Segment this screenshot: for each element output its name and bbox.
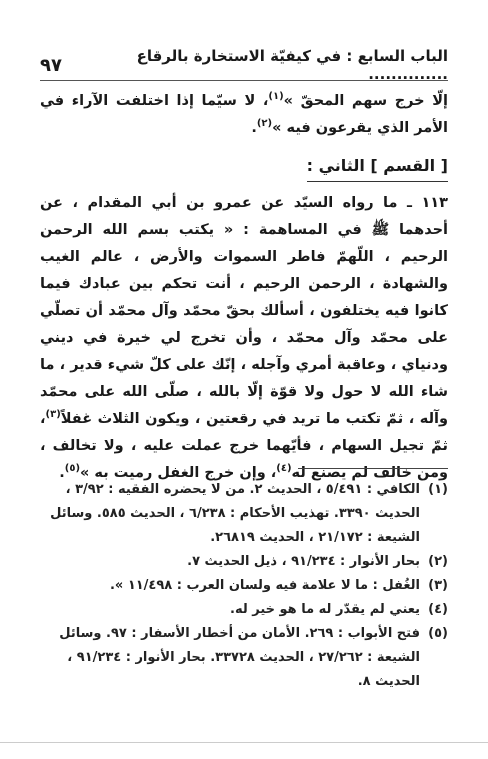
chapter-title: الباب السابع : في كيفيّة الاستخارة بالرقاع .............. (136, 47, 448, 83)
page-number: ٩٧ (40, 54, 62, 76)
footnote: (١) الكافي : ٥/٤٩١ ، الحديث ٢. من لا يحضره الفقيه : ٣/٩٢ ، الحديث ٣٣٩٠. تهذيب الأحكام : ٦/٢٣٨ ، الحديث ٥٨٥. وسائل الشيعة : ٢١/١٧٢ ، الحديث ٢٦٨١٩. (50, 482, 448, 545)
footnote-ref-2: (٢) (256, 118, 273, 130)
footnote: (٣) الغُفل : ما لا علامة فيه ولسان العرب : ١١/٤٩٨ ». (109, 578, 448, 593)
footnote-ref-1: (١) (268, 91, 284, 103)
running-header (40, 47, 448, 83)
footnote-ref-5: (٥) (64, 463, 81, 475)
page-bottom-edge (0, 742, 488, 743)
footnote-ref-3: (٣) (45, 409, 61, 421)
intro-paragraph: إلّا خرج سهم المحقّ »$^{(١)}$، لا سيّما إذا اختلفت الآراء في الأمر الذي يقرعون فيه »$^{(٢)}$. (40, 91, 448, 136)
hadith-paragraph: ١١٣ ـ ما رواه السيّد عن عمرو بن أبي المقدام ، عن أحدهما ﷺ في المساهمة : « يكتب بسم الله الرحمن الرحيم ، اللّهمّ فاطر السموات والأرض ، عالم الغيب والشهادة ، الرحمن الرحيم ، أنت تحكم بين عبادك فيما كانوا فيه يختلفون ، أسألك بحقّ محمّد وآل محمّد أن تصلّي على محمّد وآل محمّد ، وأن تخرج لي خيرة في ديني ودنياي ، وعاقبة أمري وآجله ، إنّك على كلّ شيء قدير ، ما شاء الله لا حول ولا قوّة إلّا بالله ، صلّى الله على محمّد وآله ، ثمّ تكتب ما تريد في رقعتين ، ويكون الثلاث غفلاً$^{(٣)}$، ثمّ تجيل السهام ، فأيّهما خرج عملت عليه ، ولا تخالف ، ومن خالف لم يصنع له$^{(٤)}$، وإن خرج الغفل رميت به »$^{(٥)}$. (40, 195, 448, 481)
footnote: (٥) فتح الأبواب : ٢٦٩. الأمان من أخطار الأسفار : ٩٧. وسائل الشيعة : ٢٧/٢٦٢ ، الحديث ٣٣٧٢٨. بحار الأنوار : ٩١/٢٣٤ ، الحديث ٨. (59, 626, 448, 689)
footnote: (٢) بحار الأنوار : ٩١/٢٣٤ ، ذيل الحديث ٧. (187, 554, 448, 569)
footnotes (40, 478, 448, 694)
footnote-ref-4: (٤) (276, 463, 292, 475)
footnote-separator (298, 468, 448, 469)
main-text (40, 88, 448, 487)
footnote: (٤) يعني لم يقدّر له ما هو خير له. (230, 602, 448, 617)
section-title: [ القسم ] الثاني : (307, 152, 448, 182)
header-rule (40, 80, 448, 81)
